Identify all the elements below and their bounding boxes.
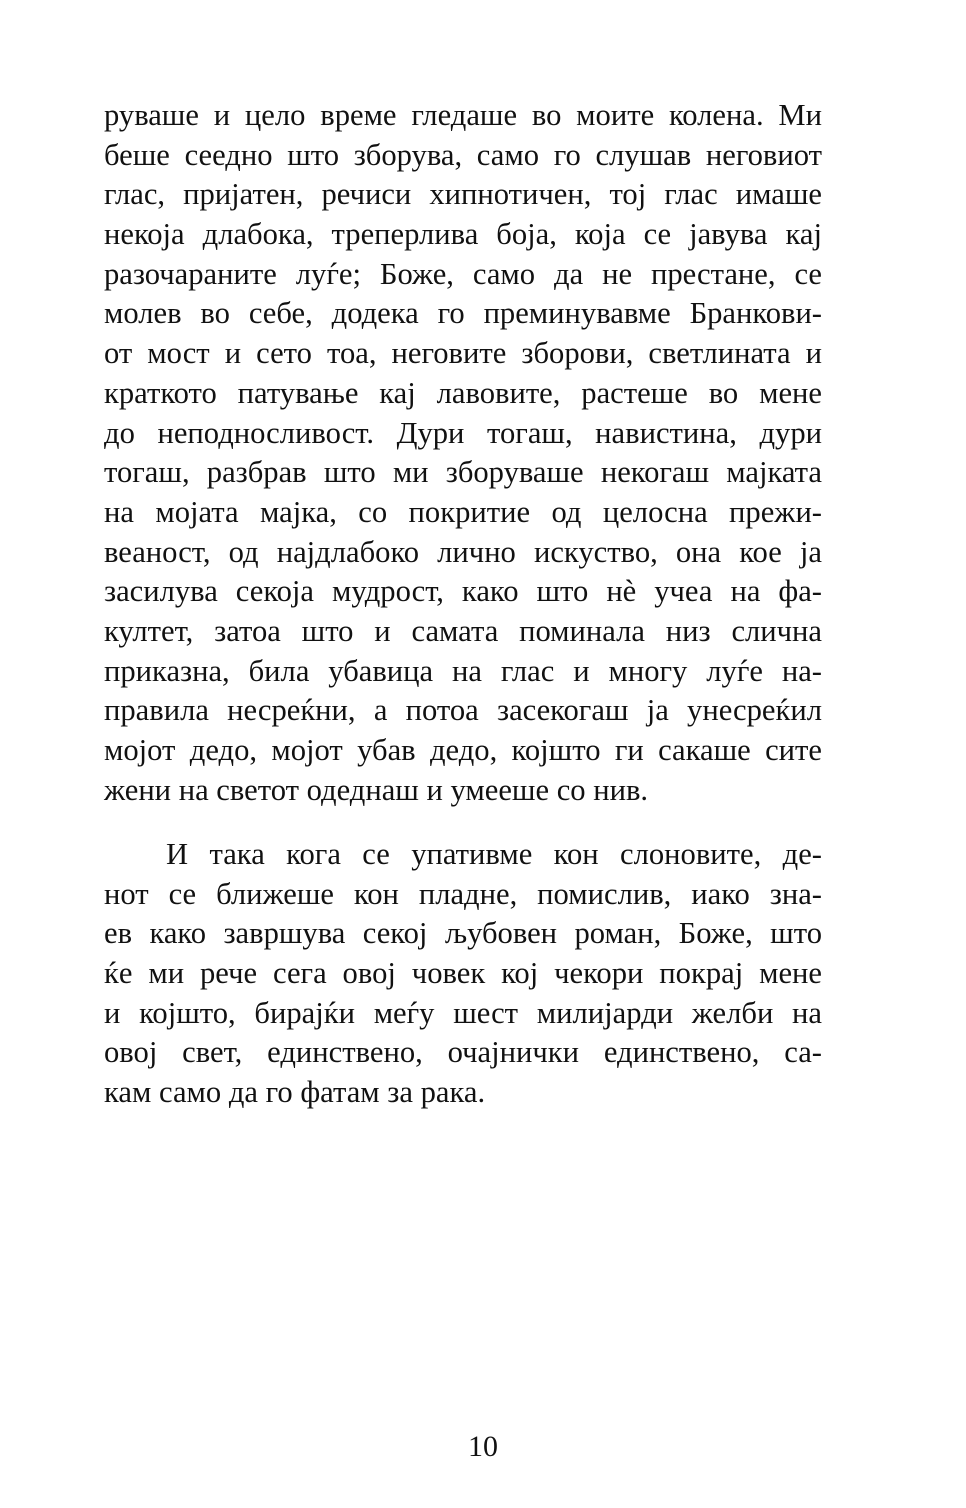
text-line: ев како завршува секој љубовен роман, Боже, што <box>104 916 822 951</box>
text-line: култет, затоа што и самата поминала низ слична <box>104 613 822 648</box>
page-number: 10 <box>468 1430 498 1463</box>
paragraph-1 <box>104 96 822 810</box>
text-line: ќе ми рече сега овој човек кој чекори покрај мене <box>104 956 822 991</box>
text-line: до неподносливост. Дури тогаш, навистина, дури <box>104 415 822 450</box>
text-line: веаност, од најдлабоко лично искуство, она кое ја <box>104 534 822 569</box>
text-line: жени на светот одеднаш и умееше со нив. <box>104 772 649 807</box>
text-line: правила несреќни, а потоа засекогаш ја унесреќил <box>104 693 822 728</box>
text-line: краткото патување кај лавовите, растеше во мене <box>104 375 822 410</box>
text-line: некоја длабока, треперлива боја, која се јавува кај <box>104 217 822 252</box>
text-line: на мојата мајка, со покритие од целосна прежи- <box>104 494 822 529</box>
text-line: овој свет, единствено, очајнички единствено, са- <box>104 1035 822 1070</box>
text-line: кам само да го фатам за рака. <box>104 1075 486 1110</box>
text-line: от мост и сето тоа, неговите зборови, светлината и <box>104 336 822 371</box>
text-line: и којшто, бирајќи меѓу шест милијарди желби на <box>104 995 822 1030</box>
text-line: глас, пријатен, речиси хипнотичен, тој глас имаше <box>104 177 822 212</box>
text-line: руваше и цело време гледаше во моите колена. Ми <box>104 98 822 132</box>
text-line: И така кога се упативме кон слоновите, де- <box>166 837 822 871</box>
text-line: тогаш, разбрав што ми зборуваше некогаш мајката <box>104 455 822 490</box>
text-line: нот се ближеше кон пладне, помислив, иако зна- <box>104 876 822 911</box>
paragraph-2 <box>104 835 822 1113</box>
text-line: беше сеедно што зборува, само го слушав неговиот <box>104 137 822 172</box>
text-line: приказна, била убавица на глас и многу луѓе на- <box>104 653 822 688</box>
text-line: засилува секоја мудрост, како што нѐ учеа на фа- <box>104 574 822 609</box>
text-line: мојот дедо, мојот убав дедо, којшто ги сакаше сите <box>104 733 822 767</box>
text-line: разочараните луѓе; Боже, само да не престане, се <box>104 256 822 291</box>
text-line: молев во себе, додека го преминувавме Бранкови- <box>104 296 822 331</box>
